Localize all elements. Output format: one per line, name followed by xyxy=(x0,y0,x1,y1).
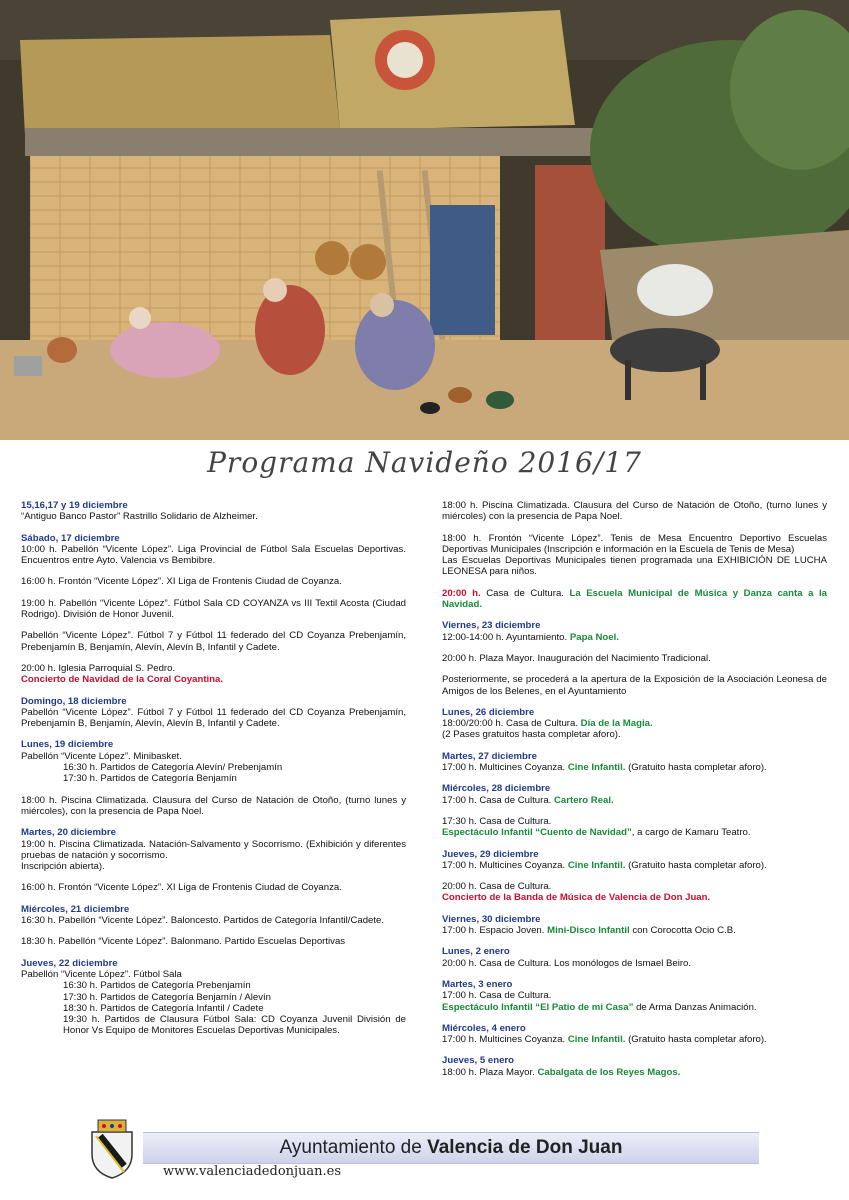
event-text: Partidos de Categoría Infantil / Cadete xyxy=(100,1002,264,1014)
event-line xyxy=(442,892,827,903)
event-text: Inscripción abierta). xyxy=(21,861,105,873)
event-line xyxy=(21,576,406,587)
event-text: 20:00 h. Iglesia Parroquial S. Pedro. xyxy=(21,662,176,674)
event-text: Día de la Magia. xyxy=(580,718,653,730)
event-block xyxy=(21,958,406,1037)
event-text: para niños. xyxy=(489,566,537,578)
event-line xyxy=(21,773,406,784)
event-text: Prebenjamín, Prebenjamín B, Benjamín, Alevín, Alevín B, Infantil y Cadete. xyxy=(21,706,407,730)
event-block xyxy=(442,946,827,969)
event-block xyxy=(442,881,827,904)
event-text: Minibasket. xyxy=(133,750,182,762)
event-line xyxy=(442,860,827,871)
event-text: 17:30 h. Casa de Cultura. xyxy=(442,815,552,827)
event-date: Martes, 20 diciembre xyxy=(21,827,116,839)
event-block xyxy=(21,663,406,686)
event-line xyxy=(442,555,827,578)
banner-town-name: Valencia de Don Juan xyxy=(427,1137,623,1158)
event-text: Pabellón “Vicente López”. xyxy=(21,706,138,718)
event-date: Lunes, 19 diciembre xyxy=(21,739,114,751)
website-link[interactable]: www.valenciadedonjuan.es xyxy=(163,1164,342,1179)
event-date: Martes, 27 diciembre xyxy=(442,750,537,762)
event-text: Balonmano. xyxy=(170,936,225,948)
event-block xyxy=(21,904,406,927)
event-text: 19:00 h. Pabellón “Vicente López”. xyxy=(21,597,174,609)
event-line xyxy=(21,1014,406,1037)
event-block xyxy=(21,795,406,818)
event-block xyxy=(21,882,406,893)
event-text: 18:00 h. Piscina Climatizada. xyxy=(21,794,153,806)
event-line xyxy=(21,751,406,762)
banner-ayuntamiento: Ayuntamiento de xyxy=(279,1137,422,1158)
event-line xyxy=(21,969,406,980)
event-text: Papa Noel. xyxy=(156,805,204,817)
event-text: Mini-Disco Infantil xyxy=(547,925,633,937)
event-text: División de Honor Juvenil. xyxy=(63,609,175,621)
event-text: Prebenjamín, Prebenjamín B, Benjamín, Alevín, Alevín B, Infantil y Cadete. xyxy=(21,630,407,653)
event-text: (Gratuito hasta completar aforo). xyxy=(625,859,767,871)
event-text: Fútbol 7 y Fútbol 11 federado del CD Coyanza xyxy=(137,630,349,642)
event-date: Sábado, 17 diciembre xyxy=(21,532,120,544)
footer xyxy=(0,1110,849,1200)
event-line xyxy=(21,1003,406,1014)
event-text: 19:00 h. Piscina Climatizada. xyxy=(21,838,150,850)
event-block xyxy=(21,533,406,567)
event-text: Clausura del Curso de Natación de Otoño, xyxy=(152,794,346,806)
event-date: Martes, 3 enero xyxy=(442,978,513,990)
event-line xyxy=(442,795,827,806)
event-text: Natación-Salvamento y Socorrismo. xyxy=(149,838,306,850)
event-text: con Corocotta Ocio C.B. xyxy=(632,925,736,937)
event-line xyxy=(442,653,827,664)
event-block xyxy=(442,620,827,643)
event-text: Posteriormente, se procederá a la apertura de la xyxy=(442,674,654,686)
event-date: Jueves, 29 diciembre xyxy=(442,848,539,860)
event-text: Partidos de Categoría Prebenjamín xyxy=(100,980,251,992)
event-text: Pabellón “Vicente López”. xyxy=(21,750,134,762)
event-text: Cartero Real. xyxy=(554,794,614,806)
event-text: 10:00 h. Pabellón “Vicente López”. xyxy=(21,543,178,555)
event-block xyxy=(21,827,406,872)
event-text: 16:30 h. xyxy=(63,762,101,774)
event-date: Viernes, 23 diciembre xyxy=(442,620,541,632)
event-block xyxy=(442,674,827,697)
event-line xyxy=(442,881,827,892)
event-block xyxy=(442,653,827,664)
event-text: (Gratuito hasta completar aforo). xyxy=(625,1034,767,1046)
event-block xyxy=(442,533,827,578)
event-block xyxy=(442,816,827,839)
event-text: Partidos de Categoría Benjamín xyxy=(100,773,237,785)
program-column-right xyxy=(442,500,827,1088)
event-text: , a cargo de xyxy=(631,827,686,839)
event-line xyxy=(21,839,406,862)
event-text: Casa de Cultura. xyxy=(486,587,570,599)
event-block xyxy=(442,783,827,806)
event-text: Partidos de Categoría Alevín/ Prebenjamín xyxy=(100,762,283,774)
event-text: Liga Provincial de Fútbol Sala Escuelas Deportivas. xyxy=(177,543,406,555)
event-text: XI Liga de Frontenis Ciudad de Coyanza. xyxy=(166,882,342,894)
event-line xyxy=(21,598,406,621)
event-text: 17:00 h. Multicines Coyanza. xyxy=(442,1034,568,1046)
event-text: Clausura del Curso de Natación de Otoño, xyxy=(573,500,767,511)
event-line xyxy=(442,762,827,773)
event-text: Pabellón “Vicente López”. xyxy=(21,630,138,642)
event-block xyxy=(442,914,827,937)
event-date: Miércoles, 21 diciembre xyxy=(21,903,130,915)
town-shield-icon xyxy=(86,1118,138,1180)
event-text: Partidos de Categoría Infantil/Cadete. xyxy=(223,915,385,927)
event-block xyxy=(442,500,827,523)
event-text: Rastrillo Solidario de Alzheimer. xyxy=(122,511,258,523)
event-text: 17:30 h. xyxy=(63,991,101,1003)
event-text: 18:00 h. Frontón “Vicente López”. xyxy=(442,532,611,544)
event-line xyxy=(442,533,827,556)
event-block xyxy=(442,588,827,611)
program-column-left xyxy=(21,500,406,1047)
event-text: (turno lunes y miércoles), con la presencia de xyxy=(21,794,406,817)
event-line xyxy=(21,762,406,773)
event-line xyxy=(442,674,827,697)
event-line xyxy=(21,915,406,926)
event-text: 20:00 h. xyxy=(442,587,487,599)
event-line xyxy=(442,588,827,611)
event-text: Cine Infantil. xyxy=(567,1034,626,1046)
event-block xyxy=(21,598,406,621)
event-text: Papa Noel. xyxy=(574,511,623,523)
event-text: 20:00 h. Plaza Mayor. xyxy=(442,652,538,664)
event-text: 19:30 h. xyxy=(63,1014,105,1026)
event-date: 15,16,17 y 19 diciembre xyxy=(21,500,128,511)
event-text: en el Ayuntamiento xyxy=(544,685,627,697)
event-text: Partidos de Categoría Benjamín / Alevín xyxy=(100,991,271,1003)
event-text: Inauguración del Nacimiento Tradicional. xyxy=(537,652,711,664)
event-line xyxy=(442,500,827,523)
event-line xyxy=(442,729,827,740)
nativity-scene-photo xyxy=(0,0,849,440)
event-date: Lunes, 26 diciembre xyxy=(442,706,535,718)
event-text: Encuentros entre Ayto. Valencia vs Bembibre. xyxy=(21,555,216,567)
event-text: 12:00-14:00 h. Ayuntamiento. xyxy=(442,631,570,643)
event-date: Lunes, 2 enero xyxy=(442,946,510,958)
event-text: Partidos de Clausura Fútbol Sala: CD Coyanza Juvenil División de Honor Vs Equipo de Monitores Escuelas Deportivas Municipales. xyxy=(63,1014,406,1037)
event-text: (turno lunes y miércoles) con la presencia de xyxy=(442,500,827,523)
page-title: Programa Navideño 2016/17 xyxy=(207,446,642,479)
event-line xyxy=(442,632,827,643)
event-text: Baloncesto. xyxy=(170,915,224,927)
event-text: (2 Pases gratuitos hasta completar aforo). xyxy=(442,729,621,741)
event-text: Espectáculo Infantil “El Patio de mi Casa” xyxy=(442,1001,634,1013)
event-block xyxy=(21,936,406,947)
event-text: Concierto de la Banda de Música de Valencia de Don Juan. xyxy=(442,892,711,904)
event-text: 17:00 h. Multicines Coyanza. xyxy=(442,859,568,871)
event-text: 20:00 h. Casa de Cultura. xyxy=(442,957,554,969)
event-text: Kamaru Teatro. xyxy=(685,827,751,839)
event-line xyxy=(442,958,827,969)
event-text: Cabalgata de los Reyes Magos. xyxy=(537,1066,681,1078)
event-text: 16:00 h. Frontón “Vicente López”. xyxy=(21,882,167,894)
event-text: 18:30 h. Pabellón “Vicente López”. xyxy=(21,936,171,948)
event-text: Las Escuelas Deportivas Municipales tienen programada una xyxy=(442,555,718,567)
event-text: La Escuela Municipal de Música y Danza canta a la Navidad. xyxy=(442,587,827,611)
event-text: de Arma Danzas Animación. xyxy=(633,1001,757,1013)
event-line xyxy=(21,795,406,818)
event-line xyxy=(442,718,827,729)
event-block xyxy=(21,576,406,587)
event-text: Fútbol 7 y Fútbol 11 federado del CD Coyanza xyxy=(137,706,349,718)
event-text: 18:30 h. xyxy=(63,1002,101,1014)
event-block xyxy=(442,707,827,741)
event-text: Cine Infantil. xyxy=(567,762,626,774)
event-block xyxy=(21,630,406,653)
event-line xyxy=(21,980,406,991)
event-line xyxy=(21,861,406,872)
event-line xyxy=(21,992,406,1003)
event-text: Encuentro Deportivo Escuelas Deportivas Municipales (Inscripción e información en la Escuela de Tenis de Mesa) xyxy=(442,532,827,555)
event-text: 17:00 h. Casa de Cultura. xyxy=(442,990,552,1002)
event-text: Pabellón “Vicente López”. xyxy=(21,968,134,980)
event-text: 17:00 h. Casa de Cultura. xyxy=(442,794,554,806)
event-text: Los monólogos de Ismael Beiro. xyxy=(554,957,692,969)
event-block xyxy=(442,849,827,872)
event-text: Fútbol Sala CD COYANZA vs III Textil Acosta (Ciudad Rodrigo). xyxy=(21,597,406,621)
event-line xyxy=(21,936,406,947)
event-line xyxy=(442,1034,827,1045)
event-text: 17:00 h. Multicines Coyanza. xyxy=(442,762,568,774)
event-text: 17:30 h. xyxy=(63,773,101,785)
event-text: Concierto de Navidad de la Coral Coyantina. xyxy=(21,674,224,686)
event-text: (Gratuito hasta completar aforo). xyxy=(625,762,767,774)
event-block xyxy=(21,500,406,523)
event-text: 18:00 h. Plaza Mayor. xyxy=(442,1066,538,1078)
event-date: Domingo, 18 diciembre xyxy=(21,695,127,707)
event-line xyxy=(442,925,827,936)
event-text: Tenis de Mesa xyxy=(610,532,689,544)
event-text: Exposición de la Asociación Leonesa de Amigos de los Belenes, xyxy=(442,674,827,697)
event-text: 18:00/20:00 h. Casa de Cultura. xyxy=(442,718,581,730)
event-line xyxy=(442,1002,827,1013)
event-line xyxy=(21,882,406,893)
event-block xyxy=(442,751,827,774)
event-line xyxy=(21,707,406,730)
event-block xyxy=(442,1055,827,1078)
event-date: Miércoles, 4 enero xyxy=(442,1022,526,1034)
event-line xyxy=(442,816,827,827)
event-text: 18:00 h. Piscina Climatizada. xyxy=(442,500,574,511)
town-banner xyxy=(143,1132,759,1164)
event-block xyxy=(21,696,406,730)
event-line xyxy=(442,990,827,1001)
event-text: Partido Escuelas Deportivas xyxy=(224,936,346,948)
event-text: Papa Noel. xyxy=(569,631,619,643)
event-text: 17:00 h. Espacio Joven. xyxy=(442,925,548,937)
event-text: “Antiguo Banco Pastor” xyxy=(21,511,123,523)
event-text: 20:00 h. Casa de Cultura. xyxy=(442,881,552,893)
event-date: Miércoles, 28 diciembre xyxy=(442,783,551,795)
event-line xyxy=(21,511,406,522)
event-text: Fútbol Sala xyxy=(133,968,182,980)
event-text: XI Liga de Frontenis Ciudad de Coyanza. xyxy=(166,576,342,588)
event-text: EXHIBICIÓN DE LUCHA LEONESA xyxy=(442,555,827,578)
event-block xyxy=(442,1023,827,1046)
event-text: 16:00 h. Frontón “Vicente López”. xyxy=(21,576,167,588)
event-date: Jueves, 5 enero xyxy=(442,1055,514,1067)
event-text: Cine Infantil. xyxy=(567,859,626,871)
event-text: Espectáculo Infantil “Cuento de Navidad” xyxy=(442,827,632,839)
event-text: (Exhibición y diferentes pruebas de natación y socorrismo. xyxy=(21,838,406,861)
event-text: 16:30 h. xyxy=(63,980,101,992)
event-date: Viernes, 30 diciembre xyxy=(442,913,541,925)
event-text: 16:30 h. Pabellón “Vicente López”. xyxy=(21,915,171,927)
event-block xyxy=(21,739,406,784)
event-line xyxy=(442,827,827,838)
event-line xyxy=(21,544,406,567)
event-date: Jueves, 22 diciembre xyxy=(21,957,118,969)
event-block xyxy=(442,979,827,1013)
event-line xyxy=(442,1067,827,1078)
event-line xyxy=(21,674,406,685)
event-line xyxy=(21,663,406,674)
event-line xyxy=(21,630,406,653)
